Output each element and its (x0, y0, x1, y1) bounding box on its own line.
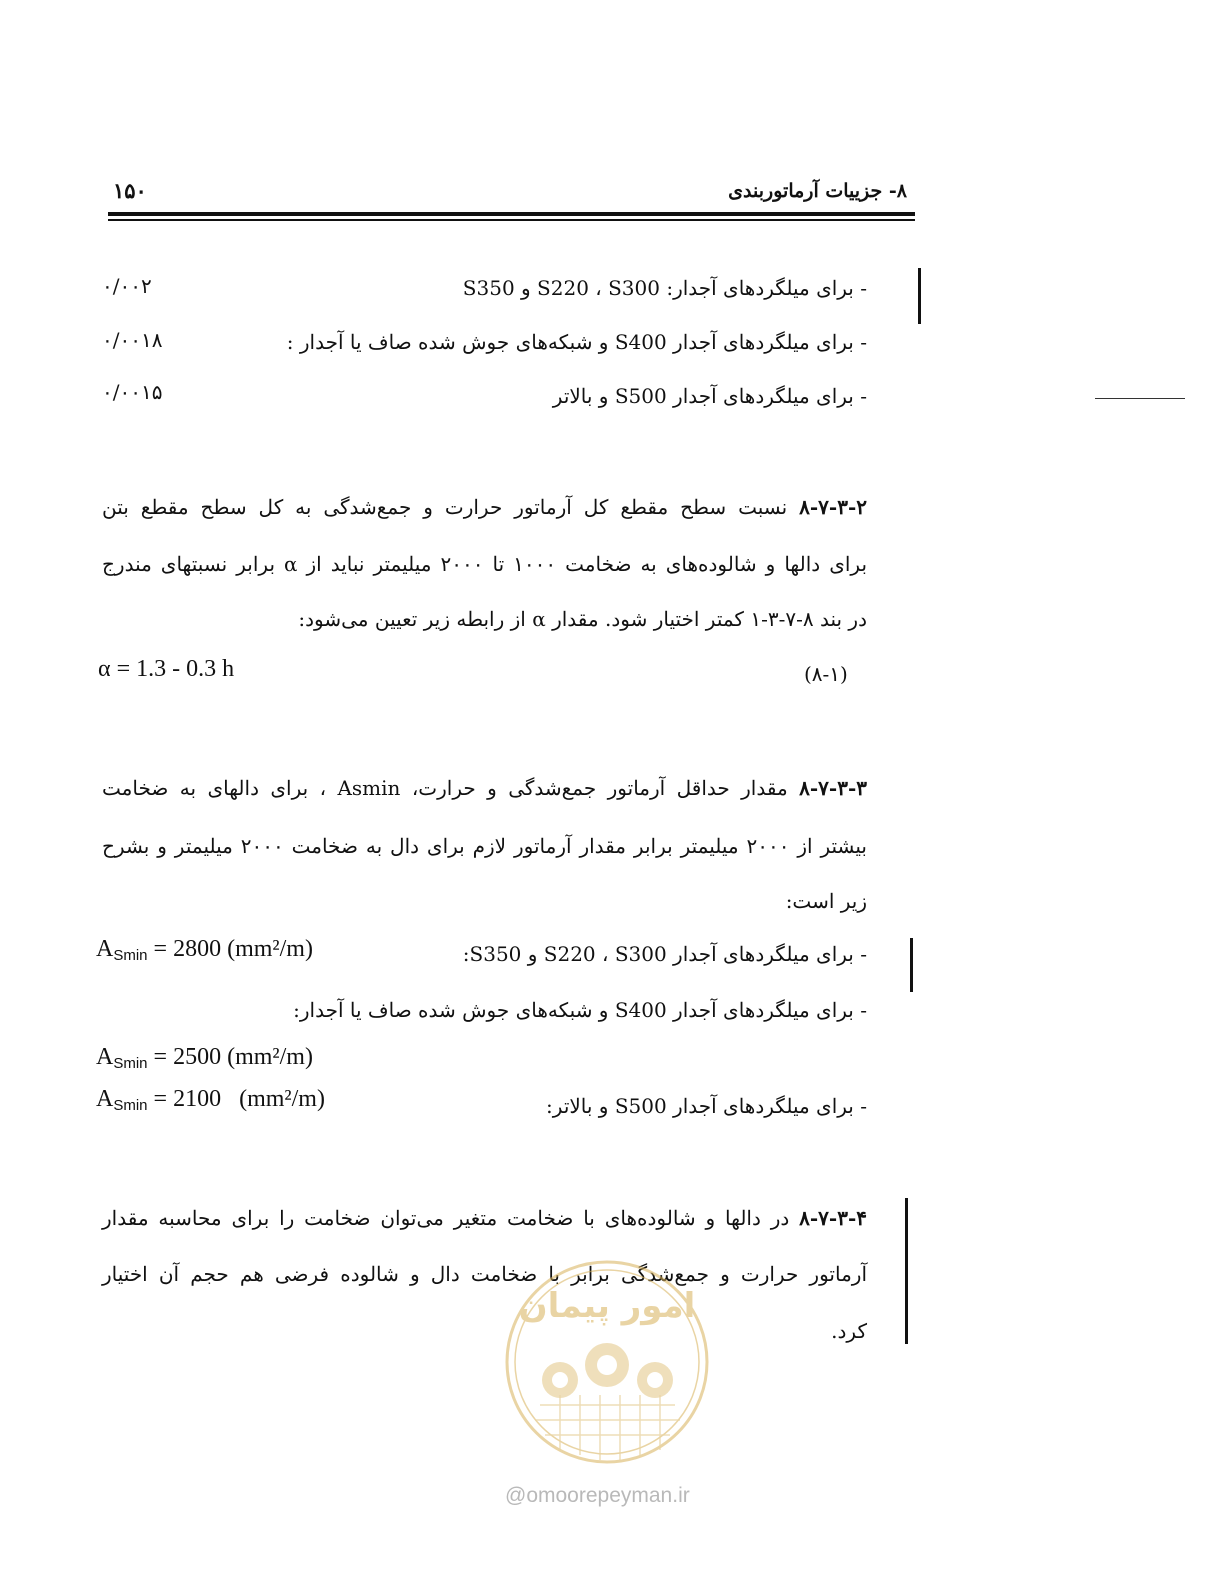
section-4-text: در دالها و شالوده‌های با ضخامت متغیر می‌توان ضخامت را برای محاسبه مقدار (102, 1206, 790, 1230)
change-bar (918, 268, 921, 324)
ratio-row-label: - برای میلگردهای آجدار: S220 ، S300 و S350 (462, 276, 867, 300)
asmin-unit: (mm²/m) (227, 1044, 313, 1070)
section-3-line-3: زیر است: (785, 889, 867, 913)
section-4-line-1 (102, 1208, 867, 1228)
ratio-row-label: - برای میلگردهای آجدار S500 و بالاتر (552, 384, 867, 408)
section-4-line-3: کرد. (831, 1319, 867, 1343)
section-4-number: ۸-۷-۳-۴ (799, 1206, 867, 1230)
asmin-unit: (mm²/m) (239, 1086, 325, 1112)
page-number: ۱۵۰ (113, 178, 147, 203)
ratio-row-value: ۰/۰۰۲ (102, 274, 152, 298)
asmin-value: 2100 (173, 1086, 222, 1112)
section-3-line-1 (102, 778, 867, 798)
watermark-url: @omoorepeyman.ir (505, 1484, 690, 1507)
ratio-row-label: - برای میلگردهای آجدار S400 و شبکه‌های جوش شده صاف یا آجدار : (286, 330, 867, 354)
section-2-number: ۸-۷-۳-۲ (799, 495, 867, 519)
section-2-line-2: برای دالها و شالوده‌های به ضخامت ۱۰۰۰ تا ۲۰۰۰ میلیمتر نباید از α برابر نسبتهای مندرج (102, 552, 868, 576)
header-rule-thick (108, 212, 915, 216)
header-rule-thin (108, 219, 915, 221)
section-3-number: ۸-۷-۳-۳ (799, 776, 867, 800)
asmin-row-label: - برای میلگردهای آجدار S220 ، S300 و S350: (462, 942, 867, 966)
change-bar (910, 938, 913, 992)
asmin-row-label: - برای میلگردهای آجدار S400 و شبکه‌های جوش شده صاف یا آجدار: (293, 998, 867, 1022)
change-bar (905, 1198, 908, 1344)
formula-number: (۸-۱) (804, 662, 848, 686)
section-4-line-2: آرماتور حرارت و جمع‌شدگی برابر با ضخامت دال و شالوده فرضی هم حجم آن اختیار (102, 1262, 867, 1286)
section-2-line-3: در بند ۸-۷-۳-۱ کمتر اختیار شود. مقدار α از رابطه زیر تعیین می‌شود: (298, 607, 867, 631)
section-2-line-1 (102, 497, 867, 517)
asmin-value: 2800 (173, 936, 222, 962)
asmin-row-formula: $A_{Smin} = 2500$ (mm²/m) (96, 1044, 313, 1072)
asmin-unit: (mm²/m) (227, 936, 313, 962)
watermark-logo (500, 1255, 715, 1470)
asmin-value: 2500 (173, 1044, 222, 1070)
chapter-title: ۸- جزییات آرماتوربندی (728, 180, 907, 202)
alpha-formula: α = 1.3 - 0.3 h (98, 656, 235, 682)
asmin-row-formula: $A_{Smin} = 2800$ (mm²/m) (96, 936, 313, 964)
section-3-line-2: بیشتر از ۲۰۰۰ میلیمتر برابر مقدار آرماتور لازم برای دال به ضخامت ۲۰۰۰ میلیمتر و بشرح (102, 834, 867, 858)
ratio-row-value: ۰/۰۰۱۵ (102, 380, 163, 404)
asmin-row-formula: $A_{Smin} = 2100$ (mm²/m) (96, 1086, 325, 1114)
watermark-text: امور پیمان (518, 1286, 696, 1326)
ratio-row-value: ۰/۰۰۱۸ (102, 328, 163, 352)
asmin-row-label: - برای میلگردهای آجدار S500 و بالاتر: (546, 1094, 867, 1118)
section-3-text: مقدار حداقل آرماتور جمع‌شدگی و حرارت، Asmin ، برای دالهای به ضخامت (102, 776, 788, 800)
section-2-text: نسبت سطح مقطع کل آرماتور حرارت و جمع‌شدگی به کل سطح مقطع بتن (102, 495, 788, 519)
margin-mark (1095, 398, 1185, 399)
